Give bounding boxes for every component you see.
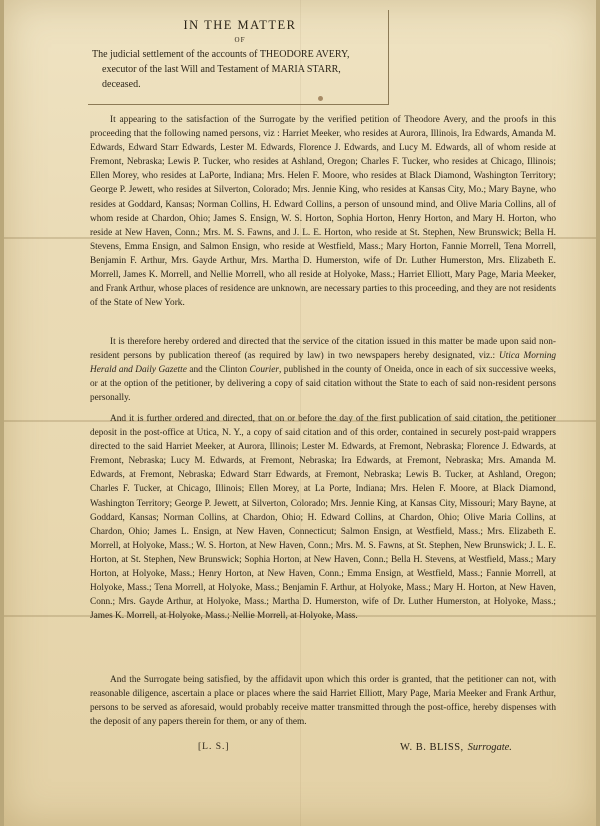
paragraph-dispensation (90, 673, 556, 729)
paragraph-publication-order (90, 335, 556, 405)
paragraph-recital (90, 113, 556, 310)
seal-mark: [L. S.] (198, 742, 230, 752)
caption-title: IN THE MATTER (183, 18, 297, 32)
p2-text-before: It is therefore hereby ordered and directed that the service of the citation issued in this matter be made upon said non-resident persons by publication thereof (as required by law) in two newspapers hereby designated, viz.: (90, 337, 556, 362)
paragraph-recital-text: It appearing to the satisfaction of the Surrogate by the verified petition of Theodore Avery, and the proofs in this proceeding that the following named persons, viz : Harriet Meeker, who resides at Aurora, Illinois, Ira Edwards, Amanda M. Edwards, Edward Starr Edwards, Lester M. Edwards, Florence J. Edwards, and Lucy M. Edwards, all of whom reside at Fremont, Nebraska; Lewis P. Tucker, who resides at Ashland, Oregon; Charles F. Tucker, who resides at Chicago, Illinois; Ellen Morey, who resides at LaPorte, Indiana; Mrs. Helen F. Moore, who resides at Black Diamond, Washington Territory; George P. Jewett, who resides at Silverton, Colorado; Mrs. Jennie King, who resides at Kansas City, Mo.; Mary Bayne, who resides at Goddard, Kansas; Norman Collins, H. Edward Collins, a person of unsound mind, and Olive Maria Collins, all of whom reside at Chardon, Ohio; James S. Ensign, W. S. Horton, Sophia Horton, Henry Horton, and Mary H. Horton, who reside at New Haven, Conn.; Mrs. M. S. Fawns, and J. L. E. Horton, who reside at St. Stephen, New Brunswick; Bella H. Stevens, Emma Ensign, and Salmon Ensign, who reside at Westfield, Mass.; Mary Horton, Fannie Morrell, Tena Morrell, Benjamin F. Arthur, Mrs. Gayde Arthur, Mrs. Martha D. Humerston, wife of Dr. Luther Humerston, Mrs. Elizabeth E. Morrell, James K. Morrell, and Nellie Morrell, who all reside at Holyoke, Mass.; Harriet Elliott, Mary Page, Maria Meeker, and Frank Arthur, whose places of residence are unknown, are necessary parties to this proceeding, and they are not residents of the State of New York. (90, 115, 556, 309)
signature-block (400, 742, 512, 753)
newspaper-name-2: Courier (249, 365, 279, 376)
paragraph-dispensation-text: And the Surrogate being satisfied, by the affidavit upon which this order is granted, that the petitioner can not, with reasonable diligence, ascertain a place or places where the said Harriet Elliott, Mary Page, Maria Meeker and Frank Arthur, persons to be served as aforesaid, would probably receive matter transmitted through the post-office, hereby dispenses with the deposit of any papers therein for them, or any of them. (90, 675, 556, 728)
paragraph-mailing-text: And it is further ordered and directed, that on or before the day of the first publication of said citation, the petitioner deposit in the post-office at Utica, N. Y., a copy of said citation and of this order, contained in securely post-paid wrappers directed to the said Harriet Meeker, at Aurora, Illinois; Lester M. Edwards, at Fremont, Nebraska; Florence J. Edwards, at Fremont, Nebraska; Lucy M. Edwards, at Fremont, Nebraska; Ira Edwards, at Fremont, Nebraska; Mrs. Amanda M. Edwards, at Fremont, Nebraska; Edward Starr Edwards, at Fremont, Nebraska; Lewis B. Tucker, at Ashland, Oregon; Charles F. Tucker, at Chicago, Illinois; Ellen Morey, at La Porte, Indiana; Mrs. Helen F. Moore, at Black Diamond, Washington Territory; George P. Jewett, at Silverton, Colorado; Mrs. Jennie King, at Kansas City, Missouri; Mary Bayne, at Goddard, Kansas; Norman Collins, at Chardon, Ohio; H. Edward Collins, at Chardon, Ohio; Olive Maria Collins, at Chardon, Ohio; James L. Ensign, at New Haven, Connecticut; Salmon Ensign, at Westfield, Mass.; Mrs. Elizabeth E. Morrell, at Holyoke, Mass.; W. S. Horton, at New Haven, Conn.; Mrs. M. S. Fawns, at St. Stephen, New Brunswick; J. L. E. Horton, at St. Stephen, New Brunswick; Sophia Horton, at New Haven, Conn.; Bella H. Stevens, at Westfield, Mass.; Mary Horton, at Holyoke, Mass.; Henry Horton, at New Haven, Conn.; Emma Ensign, at Westfield, Mass.; Fannie Morrell, at Holyoke, Mass.; Tena Morrell, at Holyoke, Mass.; Benjamin F. Arthur, at Holyoke, Mass.; Mary H. Horton, at New Haven, Conn.; Mrs. Gayde Arthur, at Holyoke, Mass.; Martha D. Humerston, wife of Dr. Luther Humerston, at Holyoke, Mass.; James K. Morrell, at Holyoke, Mass.; Nellie Morrell, at Holyoke, Mass. (90, 414, 556, 622)
caption-of: OF (234, 36, 246, 44)
p2-text-after: , published in the county of Oneida, once in each of six successive weeks, or at the option of the petitioner, by delivering a copy of said citation without the State to each of said non-resident persons personally. (90, 365, 556, 404)
paragraph-mailing-order (90, 412, 556, 623)
newspaper-name-1: Utica Morning Herald and Daily Gazette (90, 351, 556, 376)
p2-text-middle: and the Clinton (186, 365, 250, 376)
signer-title: Surrogate. (467, 742, 512, 753)
signer-name: W. B. BLISS, (400, 742, 464, 753)
caption-line-2: executor of the last Will and Testament of MARIA STARR, (102, 64, 341, 75)
caption-line-3: deceased. (102, 79, 141, 90)
caption-line-1: The judicial settlement of the accounts of THEODORE AVERY, (92, 49, 350, 60)
